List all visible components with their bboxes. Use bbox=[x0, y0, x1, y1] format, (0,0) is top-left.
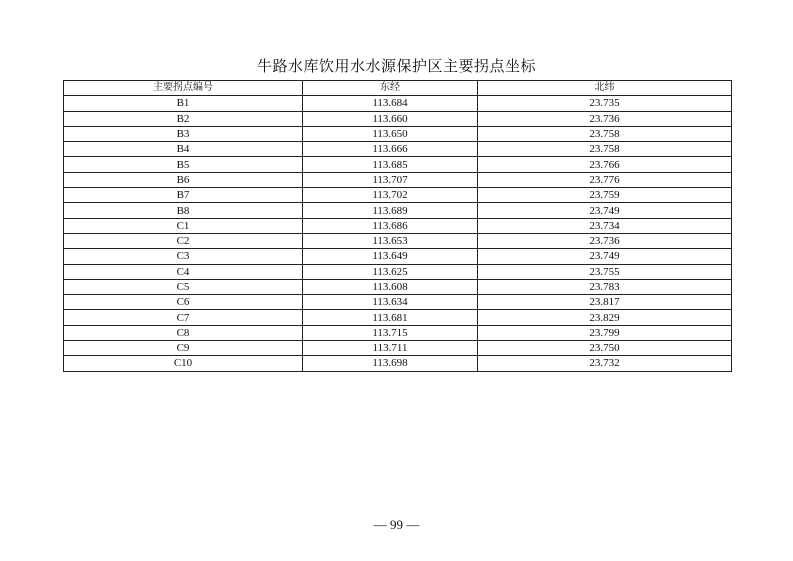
latitude-cell: 23.755 bbox=[478, 264, 732, 279]
point-id-cell: B5 bbox=[64, 157, 303, 172]
point-id-cell: C1 bbox=[64, 218, 303, 233]
point-id-cell: B3 bbox=[64, 126, 303, 141]
table-row bbox=[64, 249, 732, 264]
latitude-cell: 23.749 bbox=[478, 203, 732, 218]
table-row bbox=[64, 172, 732, 187]
table-row bbox=[64, 111, 732, 126]
longitude-cell: 113.653 bbox=[303, 233, 478, 248]
point-id-cell: C9 bbox=[64, 341, 303, 356]
longitude-cell: 113.681 bbox=[303, 310, 478, 325]
table-row bbox=[64, 356, 732, 371]
point-id-cell: C10 bbox=[64, 356, 303, 371]
longitude-cell: 113.702 bbox=[303, 188, 478, 203]
point-id-cell: B7 bbox=[64, 188, 303, 203]
table-row bbox=[64, 126, 732, 141]
point-id-cell: C6 bbox=[64, 295, 303, 310]
table-row bbox=[64, 203, 732, 218]
longitude-cell: 113.698 bbox=[303, 356, 478, 371]
point-id-cell: C3 bbox=[64, 249, 303, 264]
latitude-cell: 23.736 bbox=[478, 233, 732, 248]
point-id-cell: C2 bbox=[64, 233, 303, 248]
table-row bbox=[64, 157, 732, 172]
table-row bbox=[64, 218, 732, 233]
point-id-cell: C8 bbox=[64, 325, 303, 340]
point-id-cell: C4 bbox=[64, 264, 303, 279]
header-point-id: 主要拐点编号 bbox=[64, 81, 303, 96]
table-header-row bbox=[64, 81, 732, 96]
longitude-cell: 113.686 bbox=[303, 218, 478, 233]
point-id-cell: B8 bbox=[64, 203, 303, 218]
table-row bbox=[64, 310, 732, 325]
table-row bbox=[64, 295, 732, 310]
page-title: 牛路水库饮用水水源保护区主要拐点坐标 bbox=[256, 57, 536, 75]
point-id-cell: B2 bbox=[64, 111, 303, 126]
point-id-cell: B4 bbox=[64, 142, 303, 157]
header-latitude: 北纬 bbox=[478, 81, 732, 96]
longitude-cell: 113.684 bbox=[303, 96, 478, 111]
table-row bbox=[64, 264, 732, 279]
table-row bbox=[64, 325, 732, 340]
longitude-cell: 113.666 bbox=[303, 142, 478, 157]
point-id-cell: C5 bbox=[64, 279, 303, 294]
point-id-cell: C7 bbox=[64, 310, 303, 325]
latitude-cell: 23.817 bbox=[478, 295, 732, 310]
table-row bbox=[64, 188, 732, 203]
latitude-cell: 23.750 bbox=[478, 341, 732, 356]
longitude-cell: 113.625 bbox=[303, 264, 478, 279]
longitude-cell: 113.660 bbox=[303, 111, 478, 126]
latitude-cell: 23.799 bbox=[478, 325, 732, 340]
latitude-cell: 23.766 bbox=[478, 157, 732, 172]
longitude-cell: 113.634 bbox=[303, 295, 478, 310]
point-id-cell: B1 bbox=[64, 96, 303, 111]
latitude-cell: 23.759 bbox=[478, 188, 732, 203]
latitude-cell: 23.758 bbox=[478, 126, 732, 141]
longitude-cell: 113.707 bbox=[303, 172, 478, 187]
table-row bbox=[64, 279, 732, 294]
page-number: — 99 — bbox=[373, 517, 420, 532]
latitude-cell: 23.749 bbox=[478, 249, 732, 264]
longitude-cell: 113.649 bbox=[303, 249, 478, 264]
longitude-cell: 113.650 bbox=[303, 126, 478, 141]
latitude-cell: 23.735 bbox=[478, 96, 732, 111]
longitude-cell: 113.715 bbox=[303, 325, 478, 340]
longitude-cell: 113.685 bbox=[303, 157, 478, 172]
header-longitude: 东经 bbox=[303, 81, 478, 96]
longitude-cell: 113.711 bbox=[303, 341, 478, 356]
latitude-cell: 23.732 bbox=[478, 356, 732, 371]
latitude-cell: 23.734 bbox=[478, 218, 732, 233]
longitude-cell: 113.689 bbox=[303, 203, 478, 218]
point-id-cell: B6 bbox=[64, 172, 303, 187]
table-row bbox=[64, 233, 732, 248]
latitude-cell: 23.776 bbox=[478, 172, 732, 187]
latitude-cell: 23.758 bbox=[478, 142, 732, 157]
latitude-cell: 23.829 bbox=[478, 310, 732, 325]
coordinate-table bbox=[63, 80, 732, 372]
table-body bbox=[64, 96, 732, 371]
longitude-cell: 113.608 bbox=[303, 279, 478, 294]
table-row bbox=[64, 142, 732, 157]
table-row bbox=[64, 341, 732, 356]
latitude-cell: 23.736 bbox=[478, 111, 732, 126]
table-row bbox=[64, 96, 732, 111]
latitude-cell: 23.783 bbox=[478, 279, 732, 294]
